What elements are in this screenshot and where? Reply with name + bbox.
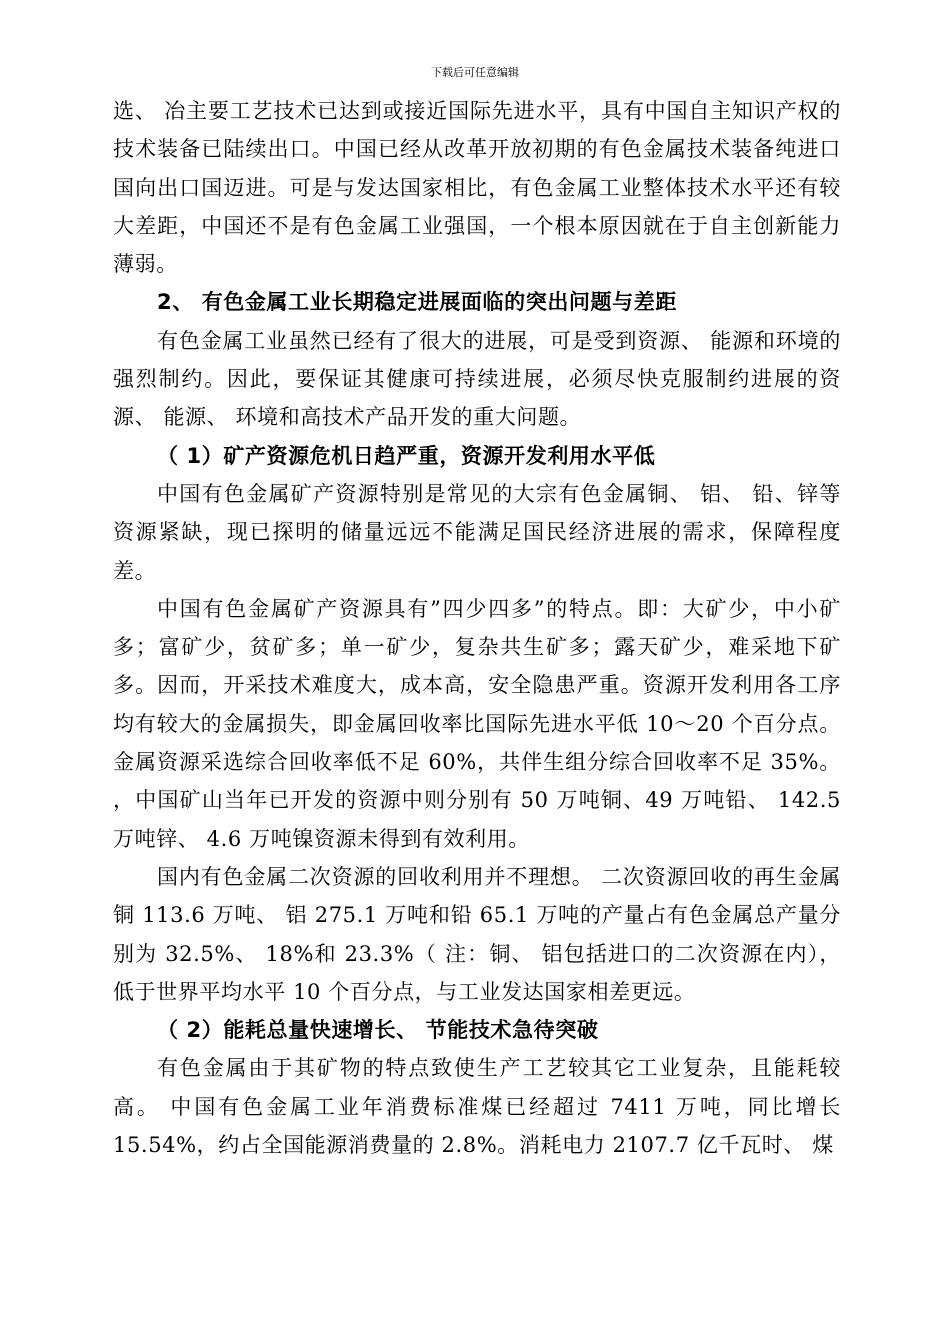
paragraph-3: 中国有色金属矿产资源特别是常见的大宗有色金属铜、 铝、 铅、锌等资源紧缺，现已探明的储量远远不能满足国民经济进展的需求，保障程度差。 xyxy=(113,481,841,583)
paragraph-6: 有色金属由于其矿物的特点致使生产工艺较其它工业复杂，且能耗较高。 中国有色金属工业年消费标准煤已经超过 7411 万吨，同比增长 15.54%，约占全国能源消费量的 2.8%。消耗电力 2107.7 亿千瓦时、 煤 xyxy=(113,1056,841,1158)
paragraph-2: 有色金属工业虽然已经有了很大的进展，可是受到资源、 能源和环境的强烈制约。因此，要保证其健康可持续进展，必须尽快克服制约进展的资源、 能源、 环境和高技术产品开发的重大问题。 xyxy=(113,328,841,430)
subheading-1: （ 1）矿产资源危机日趋严重，资源开发利用水平低 xyxy=(157,443,656,468)
section-heading-2: 2、 有色金属工业长期稳定进展面临的突出问题与差距 xyxy=(157,290,677,315)
document-body xyxy=(113,92,841,1164)
paragraph-4: 中国有色金属矿产资源具有”四少四多”的特点。即：大矿少，中小矿多；富矿少，贫矿多；单一矿少，复杂共生矿多；露天矿少，难采地下矿多。因而，开采技术难度大，成本高，安全隐患严重。资源开发利用各工序均有较大的金属损失，即金属回收率比国际先进水平低 10～20 个百分点。金属资源采选综合回收率低不足 60%，共伴生组分综合回收率不足 35%。 ，中国矿山当年已开发的资源中则分别有 50 万吨铜、49 万吨铅、 142.5 万吨锌、 4.6 万吨镍资源未得到有效利用。 xyxy=(113,596,841,851)
page-header: 下载后可任意编辑 xyxy=(431,66,519,79)
paragraph-1: 选、 冶主要工艺技术已达到或接近国际先进水平，具有中国自主知识产权的技术装备已陆续出口。中国已经从改革开放初期的有色金属技术装备纯进口国向出口国迈进。可是与发达国家相比，有色金属工业整体技术水平还有较大差距，中国还不是有色金属工业强国，一个根本原因就在于自主创新能力薄弱。 xyxy=(113,99,841,277)
paragraph-5: 国内有色金属二次资源的回收利用并不理想。 二次资源回收的再生金属铜 113.6 万吨、 铝 275.1 万吨和铅 65.1 万吨的产量占有色金属总产量分别为 32.5%、 18%和 23.3%（ 注：铜、 铝包括进口的二次资源在内），低于世界平均水平 10 个百分点，与工业发达国家相差更远。 xyxy=(113,864,841,1004)
subheading-2: （ 2）能耗总量快速增长、 节能技术急待突破 xyxy=(157,1018,599,1043)
